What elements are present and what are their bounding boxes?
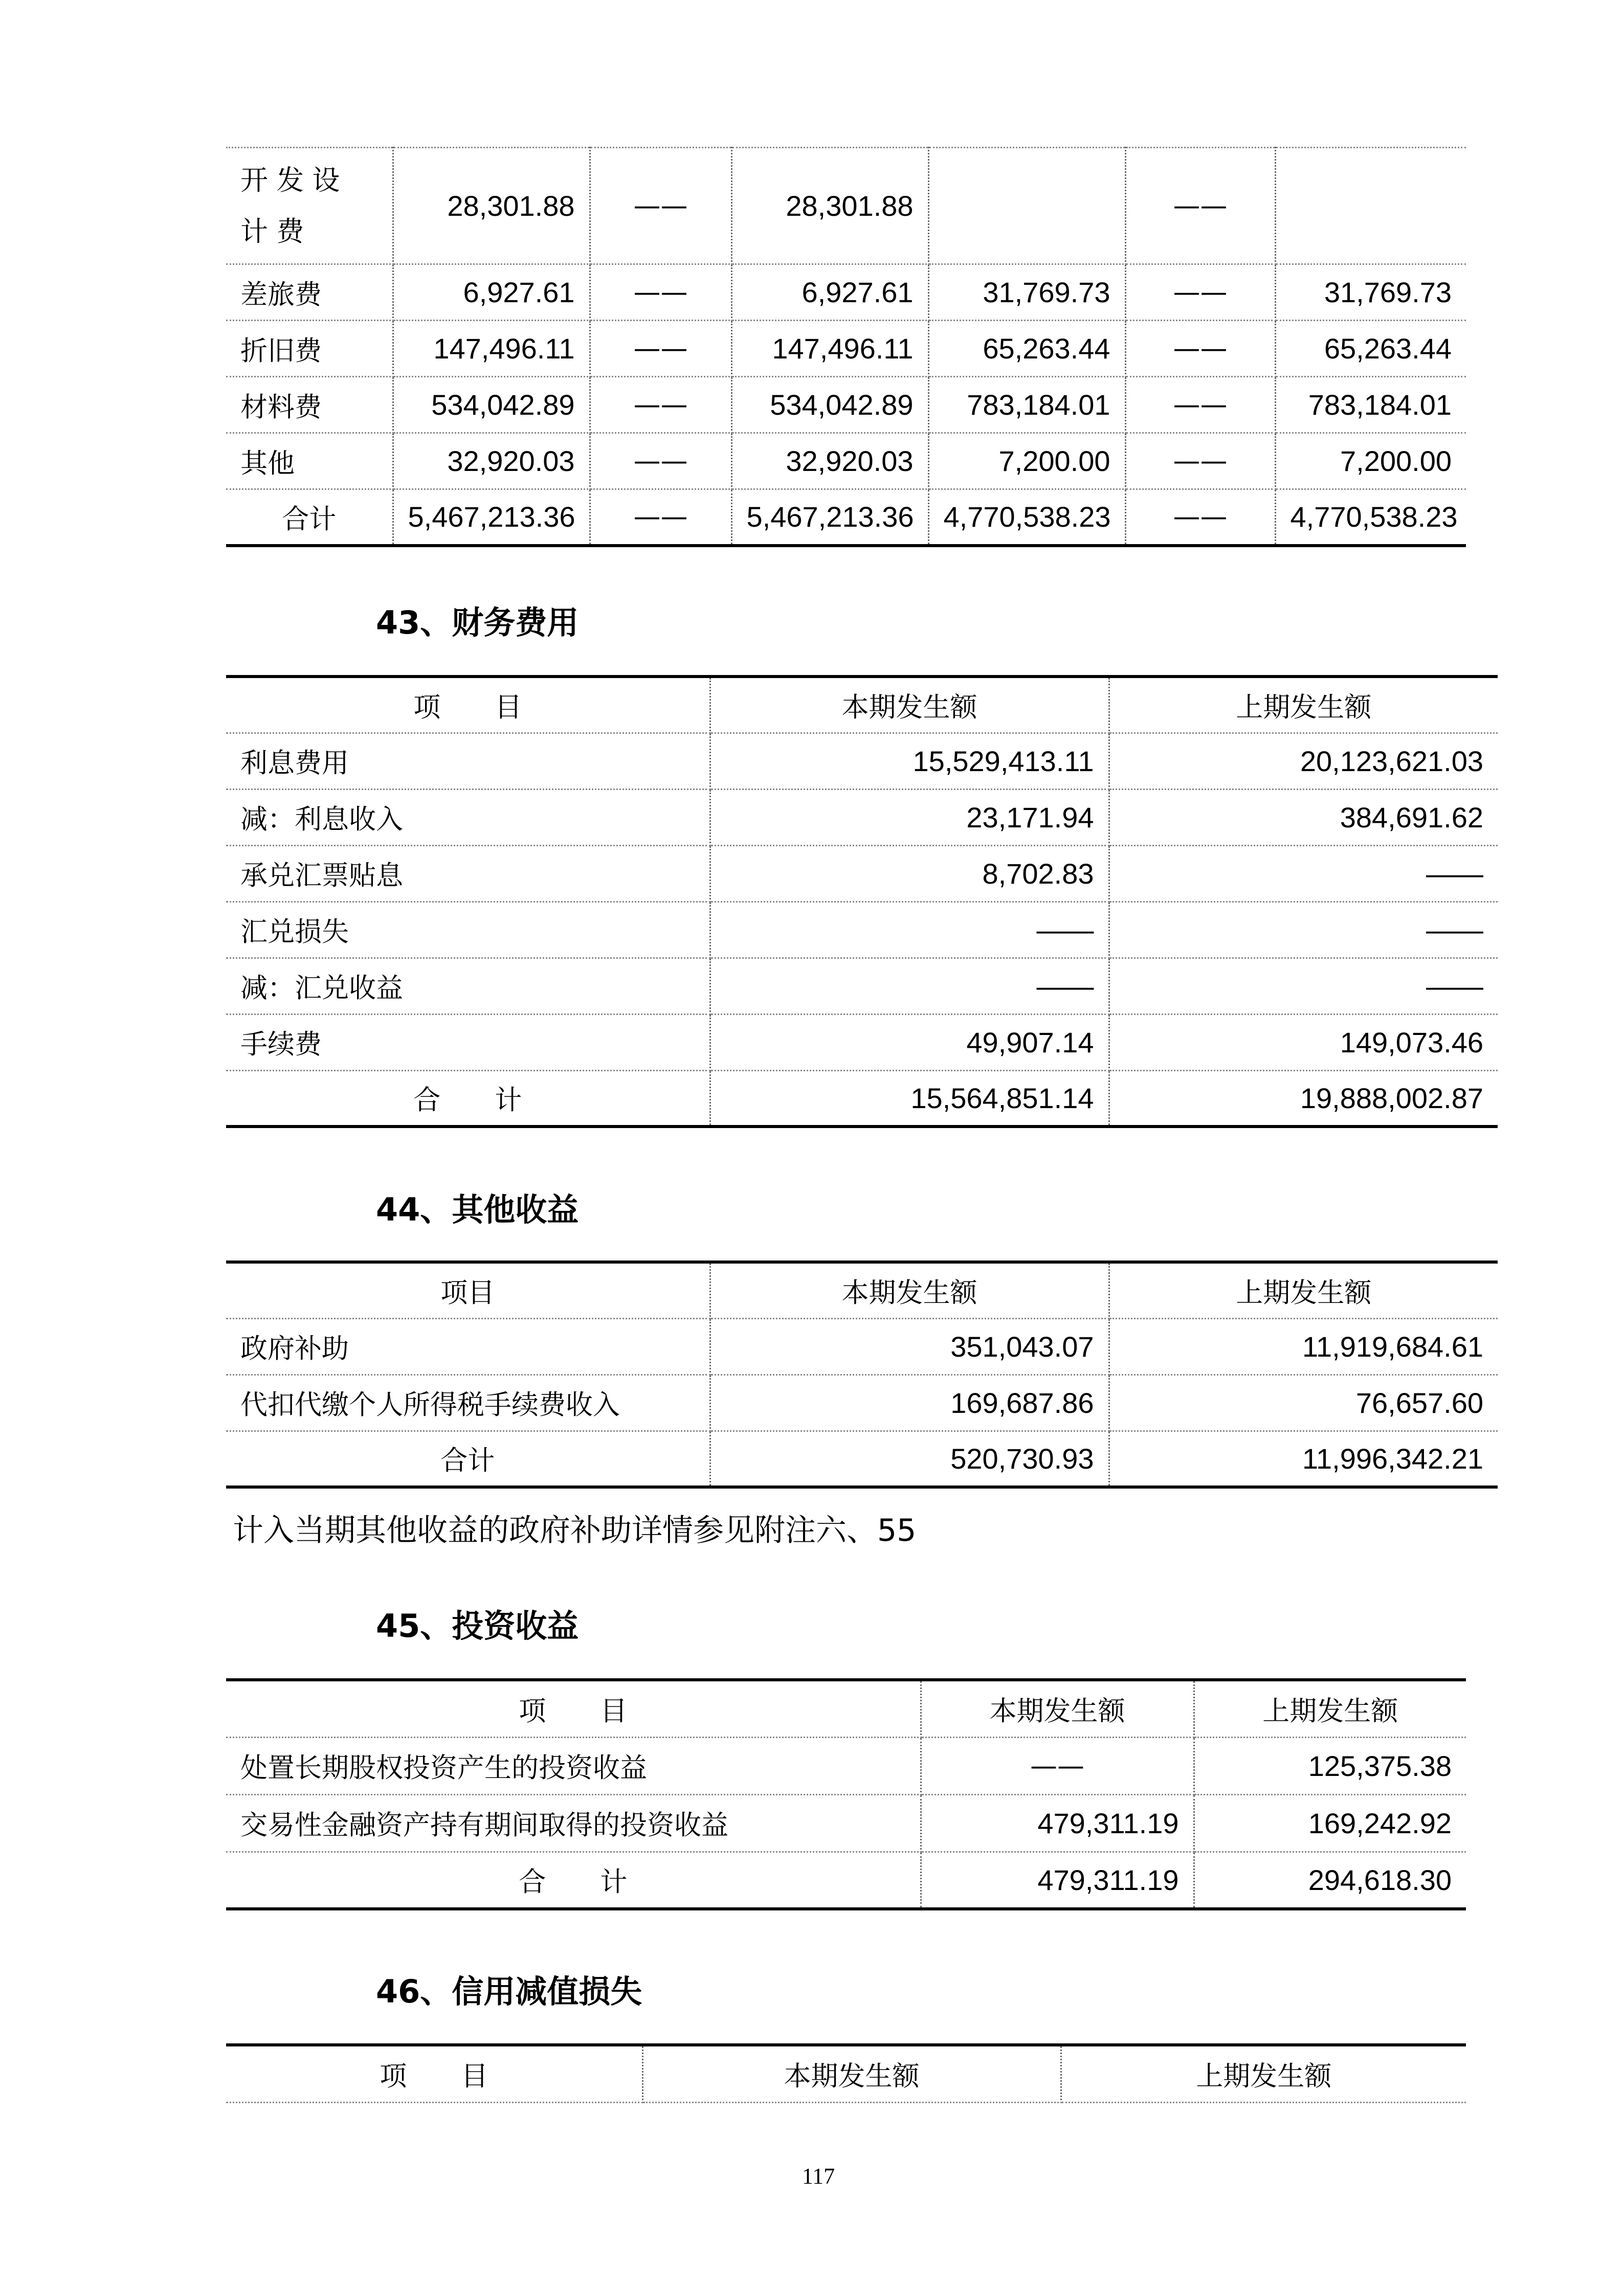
table-row: 其他 32,920.03 —— 32,920.03 7,200.00 —— 7,200.00	[226, 433, 1466, 489]
table-row: 代扣代缴个人所得税手续费收入 169,687.86 76,657.60	[226, 1375, 1498, 1431]
table-row: 材料费 534,042.89 —— 534,042.89 783,184.01 —— 783,184.01	[226, 377, 1466, 433]
table-row: 汇兑损失 —— ——	[226, 902, 1498, 958]
total-row: 合 计 479,311.19 294,618.30	[226, 1852, 1466, 1909]
table-row: 交易性金融资产持有期间取得的投资收益 479,311.19 169,242.92	[226, 1794, 1466, 1852]
table-header-row: 项 目 本期发生额 上期发生额	[226, 677, 1498, 733]
total-row: 合 计 15,564,851.14 19,888,002.87	[226, 1070, 1498, 1127]
table-row: 开发设计费 28,301.88 —— 28,301.88 ——	[226, 148, 1466, 264]
table-header-row: 项目 本期发生额 上期发生额	[226, 1262, 1498, 1318]
table-row: 处置长期股权投资产生的投资收益 —— 125,375.38	[226, 1737, 1466, 1794]
dev-expense-table-continued	[226, 147, 1466, 547]
section-heading-45: 45、投资收益	[376, 1607, 579, 1645]
section-heading-44: 44、其他收益	[376, 1191, 579, 1228]
total-row: 合计 520,730.93 11,996,342.21	[226, 1431, 1498, 1487]
government-subsidy-note: 计入当期其他收益的政府补助详情参见附注六、55	[233, 1513, 917, 1548]
financial-expense-table	[226, 675, 1498, 1128]
table-row: 利息费用 15,529,413.11 20,123,621.03	[226, 733, 1498, 789]
table-header-row: 项 目 本期发生额 上期发生额	[226, 1680, 1466, 1737]
table-header-row: 项 目 本期发生额 上期发生额	[226, 2045, 1466, 2102]
section-heading-43: 43、财务费用	[376, 604, 579, 641]
item-cell: 开发设计费	[226, 148, 393, 264]
other-income-table	[226, 1260, 1498, 1489]
credit-impairment-table	[226, 2043, 1466, 2103]
table-row: 差旅费 6,927.61 —— 6,927.61 31,769.73 —— 31,769.73	[226, 264, 1466, 321]
page-number: 117	[802, 2164, 835, 2189]
table-row: 政府补助 351,043.07 11,919,684.61	[226, 1318, 1498, 1375]
table-row: 承兑汇票贴息 8,702.83 ——	[226, 845, 1498, 902]
investment-income-table	[226, 1678, 1466, 1910]
table-row: 手续费 49,907.14 149,073.46	[226, 1014, 1498, 1070]
table-row: 折旧费 147,496.11 —— 147,496.11 65,263.44 —— 65,263.44	[226, 321, 1466, 377]
section-heading-46: 46、信用减值损失	[376, 1973, 642, 2010]
table-row: 减：汇兑收益 —— ——	[226, 958, 1498, 1014]
table-row: 减：利息收入 23,171.94 384,691.62	[226, 789, 1498, 845]
total-row: 合计 5,467,213.36 —— 5,467,213.36 4,770,538.23 —— 4,770,538.23	[226, 489, 1466, 546]
